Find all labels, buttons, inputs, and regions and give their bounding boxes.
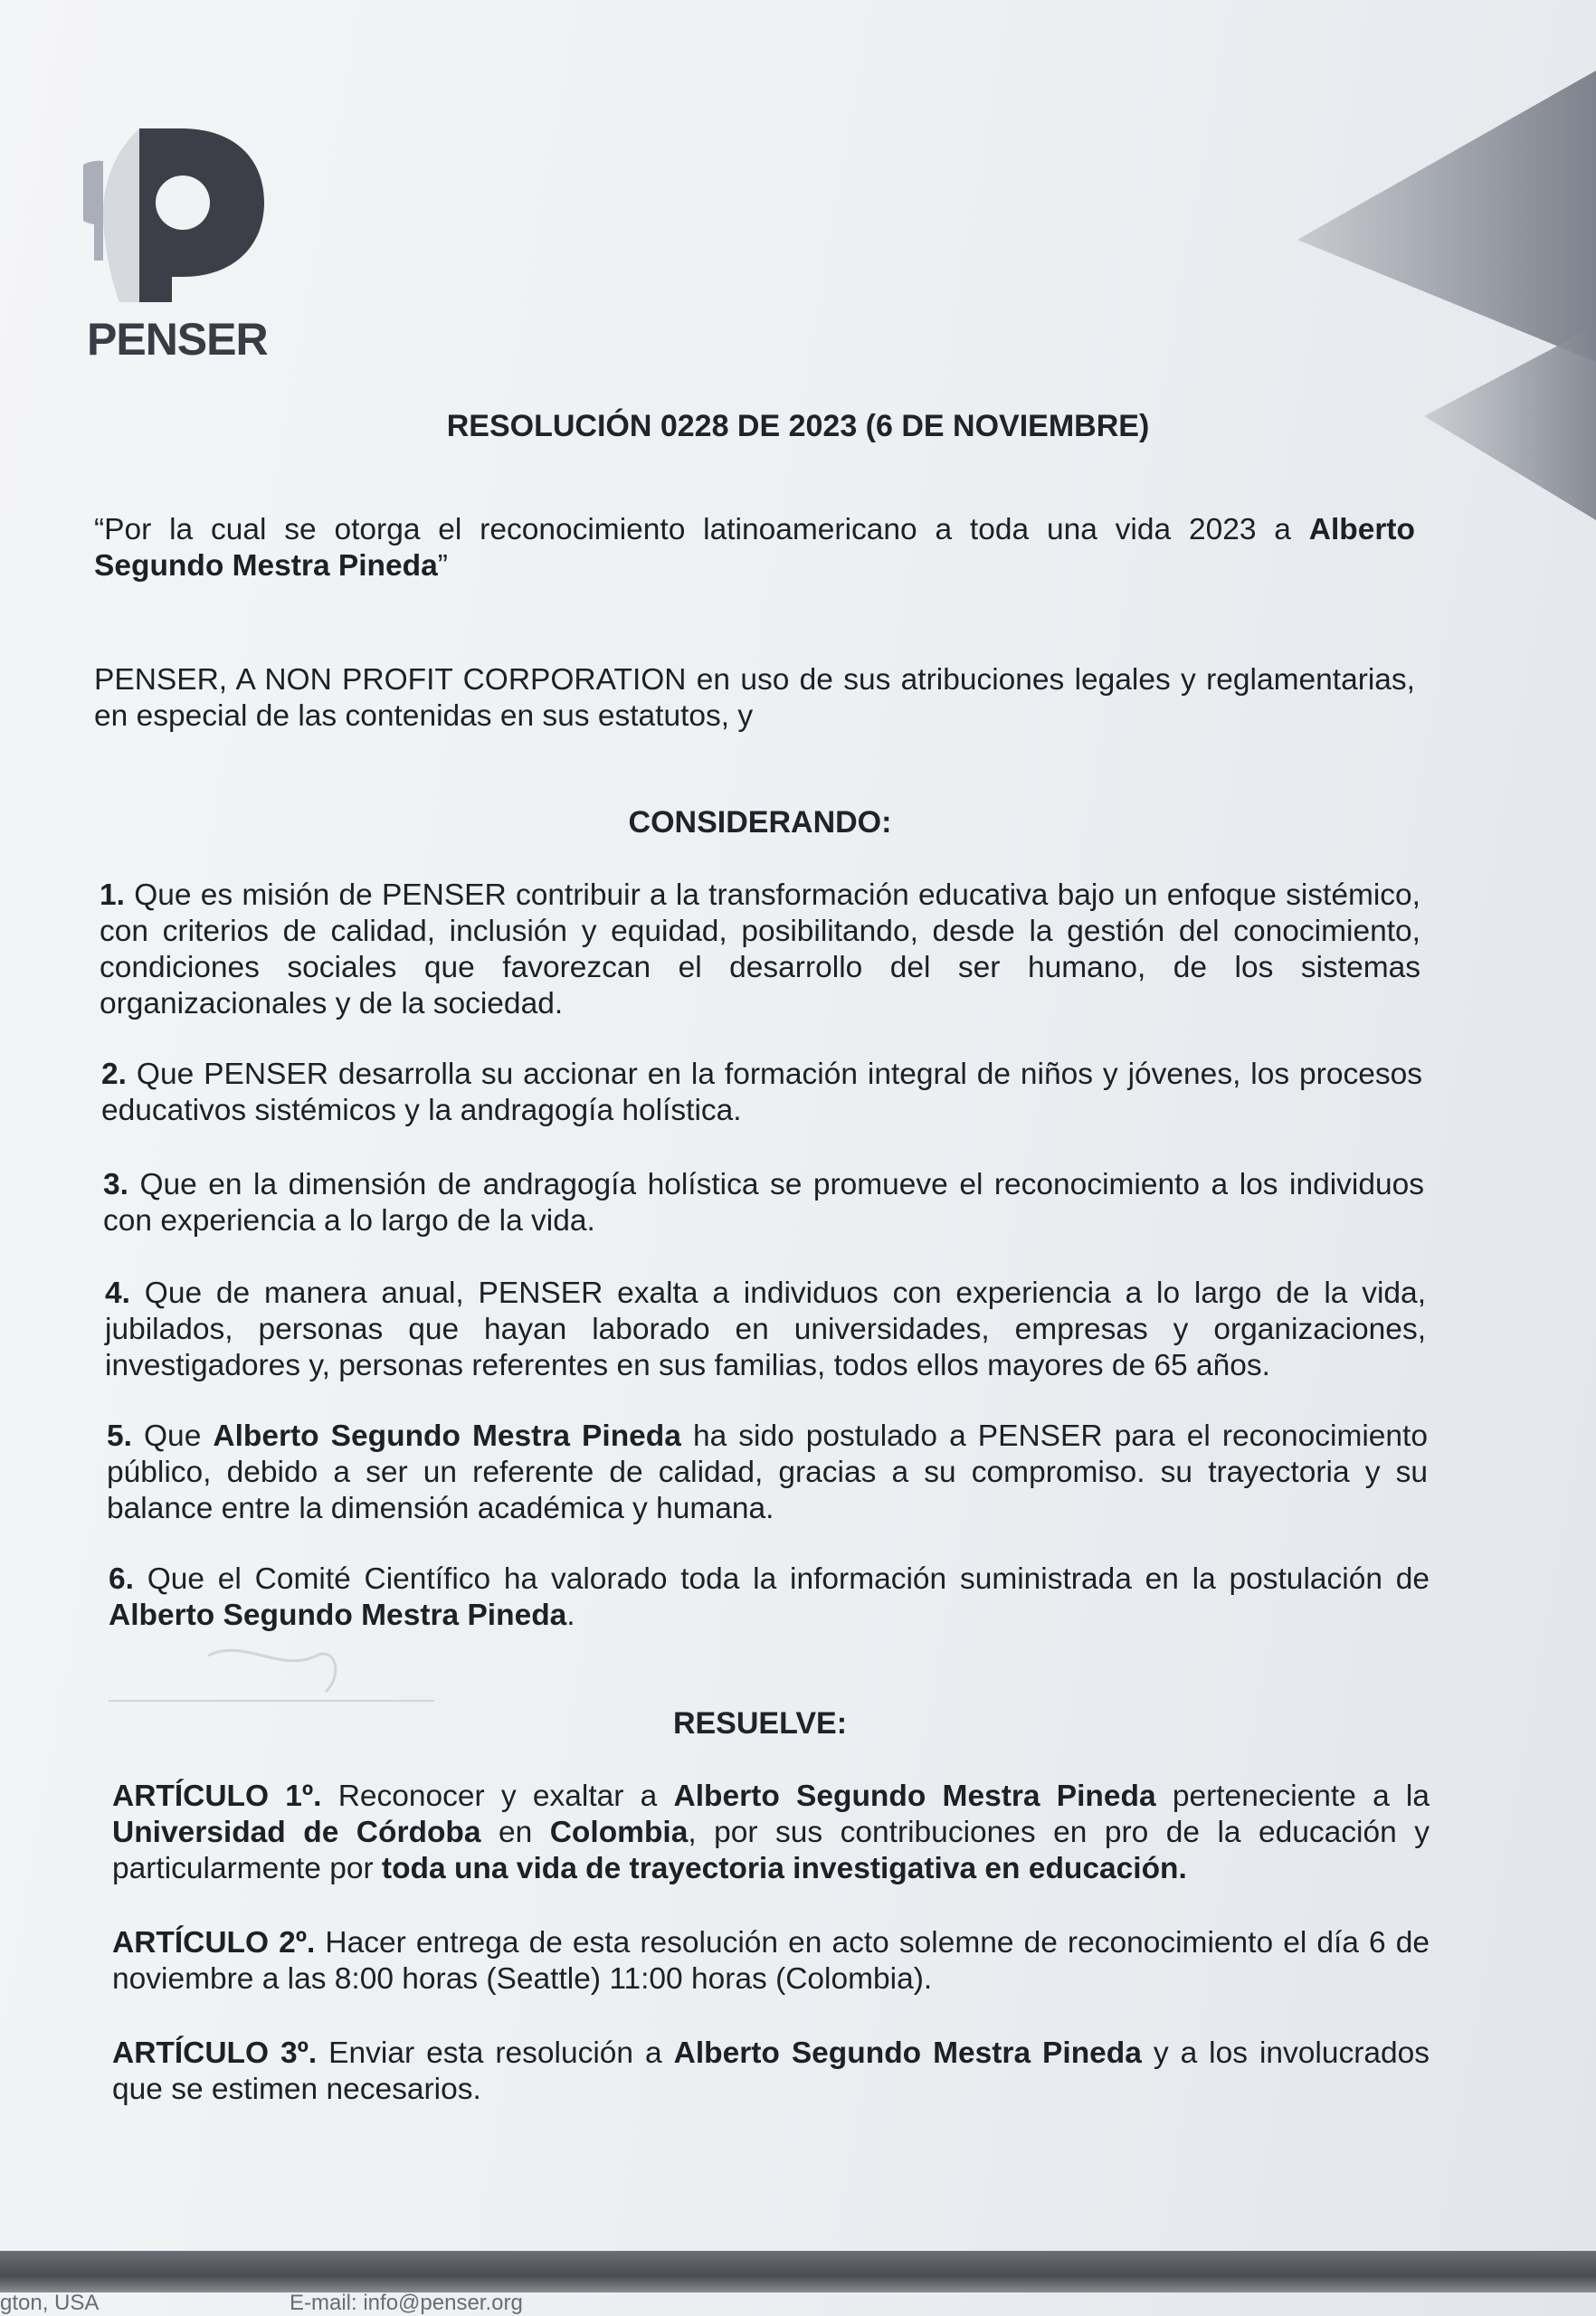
considerando-item-4: [105, 1276, 1426, 1384]
considerando-item-6: [109, 1561, 1430, 1634]
footer-email: E-mail: info@penser.org: [290, 2291, 523, 2315]
item-number: 4.: [105, 1277, 130, 1310]
item-text-b: .: [566, 1599, 575, 1632]
articulo-bold: Colombia: [549, 1816, 689, 1849]
articulo-text: y a los involucrados que se estimen necesarios.: [112, 2036, 1430, 2106]
item-text: Que es misión de PENSER contribuir a la transformación educativa bajo un enfoque sistémico, con criterios de calidad, inclusión y equidad, posibilitando, desde la gestión del conocimiento, condiciones sociales que favorezcan el desarrollo del ser humano, de los sistemas organizacionales y de la sociedad.: [100, 878, 1420, 1020]
articulo-text: , por sus contribuciones en pro de la educación y particularmente por: [112, 1816, 1430, 1885]
logo-wordmark: PENSER: [87, 314, 268, 365]
articulo-bold: Alberto Segundo Mestra Pineda: [673, 2036, 1142, 2070]
articulo-label: ARTÍCULO 2º.: [112, 1926, 316, 1960]
penser-logo: [83, 125, 282, 369]
item-text: Que en la dimensión de andragogía holística se promueve el reconocimiento a los individuos con experiencia a lo largo de la vida.: [103, 1168, 1424, 1238]
articulo-label: ARTÍCULO 3º.: [112, 2036, 318, 2070]
item-number: 2.: [101, 1058, 127, 1091]
articulo-label: ARTÍCULO 1º.: [112, 1780, 322, 1813]
intro-paragraph: PENSER, A NON PROFIT CORPORATION en uso de sus atribuciones legales y reglamentarias, en especial de las contenidas en sus estatutos, y: [94, 663, 1415, 733]
footer-location: gton, USA: [0, 2291, 100, 2315]
item-text-b: ha sido postulado a PENSER para el reconocimiento público, debido a ser un referente de calidad, gracias a su compromiso. su trayectoria y su balance entre la dimensión académica y humana.: [107, 1419, 1428, 1525]
subtitle-suffix: ”: [437, 549, 448, 583]
articulo-text: Hacer entrega de esta resolución en acto solemne de reconocimiento el día 6 de noviembre a las 8:00 horas (Seattle) 11:00 horas (Colombia).: [112, 1926, 1430, 1996]
item-name: Alberto Segundo Mestra Pineda: [213, 1419, 681, 1453]
resuelve-heading: RESUELVE:: [672, 1706, 848, 1741]
articulo-1: [112, 1779, 1430, 1887]
considerando-item-5: [107, 1419, 1428, 1527]
considerando-item-1: [100, 878, 1420, 1022]
subtitle-name: Alberto Segundo Mestra Pineda: [94, 513, 1415, 583]
articulo-text: Reconocer y exaltar a: [321, 1780, 674, 1813]
item-number: 5.: [107, 1419, 132, 1453]
articulo-text: en: [480, 1816, 550, 1849]
subtitle-prefix: “Por la cual se otorga el reconocimiento latinoamericano a toda una vida 2023 a: [94, 513, 1309, 546]
item-number: 3.: [103, 1168, 128, 1201]
item-text: Que de manera anual, PENSER exalta a individuos con experiencia a lo largo de la vida, jubilados, personas que hayan laborado en universidades, empresas y organizaciones, investigadores y, personas referentes en sus familias, todos ellos mayores de 65 años.: [105, 1277, 1426, 1382]
item-text: Que PENSER desarrolla su accionar en la formación integral de niños y jóvenes, los procesos educativos sistémicos y la andragogía holística.: [101, 1058, 1422, 1127]
penser-p-logo-icon: [83, 125, 282, 315]
considerando-item-2: [101, 1057, 1422, 1129]
considerando-item-3: [103, 1167, 1424, 1239]
item-number: 6.: [109, 1562, 134, 1596]
articulo-bold: Alberto Segundo Mestra Pineda: [673, 1780, 1156, 1813]
corner-triangle-decoration: [1297, 63, 1596, 525]
articulo-3: [112, 2036, 1430, 2108]
articulo-text: perteneciente a la: [1155, 1780, 1430, 1813]
item-text-a: Que el Comité Científico ha valorado toda la información suministrada en la postulación de: [133, 1562, 1430, 1596]
considerando-heading: CONSIDERANDO:: [628, 805, 892, 840]
footer-bar: [0, 2251, 1596, 2292]
item-number: 1.: [100, 878, 125, 912]
item-name: Alberto Segundo Mestra Pineda: [109, 1599, 567, 1632]
articulo-text: Enviar esta resolución a: [317, 2036, 674, 2070]
articulo-2: [112, 1925, 1430, 1998]
articulo-bold: toda una vida de trayectoria investigativa en educación.: [381, 1852, 1187, 1885]
resolution-subtitle: [94, 512, 1415, 584]
articulo-bold: Universidad de Córdoba: [112, 1816, 481, 1849]
item-text-a: Que: [131, 1419, 214, 1453]
resolution-title: RESOLUCIÓN 0228 DE 2023 (6 DE NOVIEMBRE): [446, 409, 1150, 443]
